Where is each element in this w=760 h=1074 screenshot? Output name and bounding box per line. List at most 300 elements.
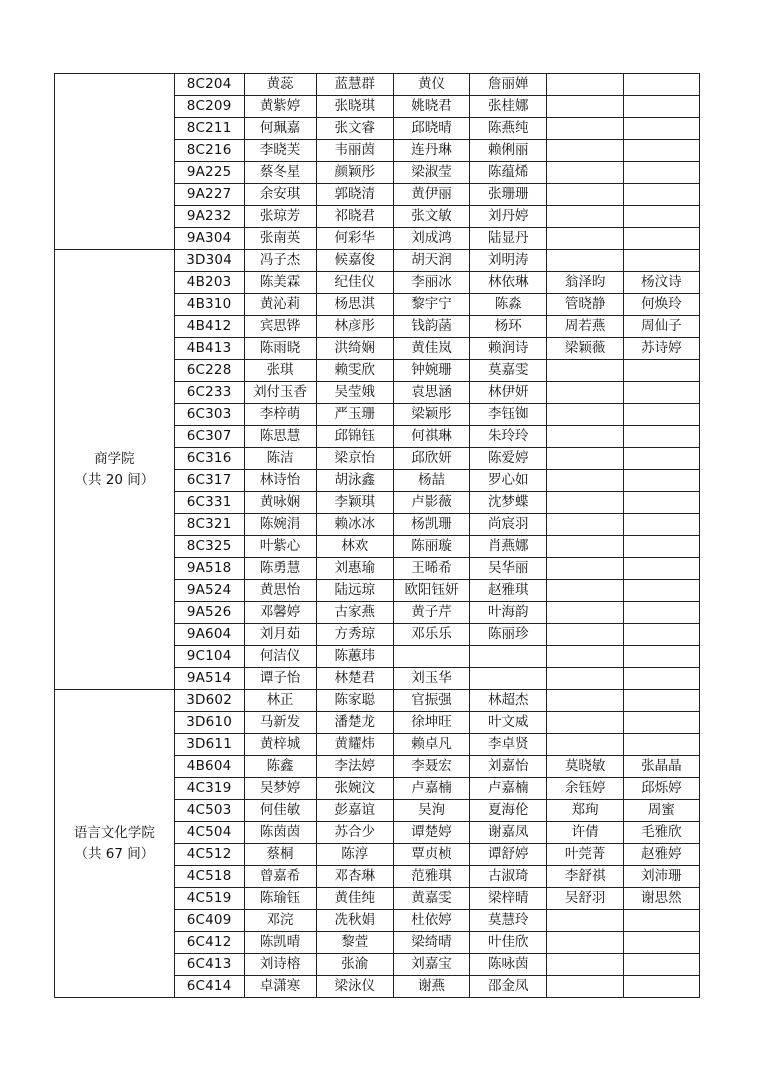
resident-name: 刘成鸿 (393, 228, 469, 250)
resident-name (547, 536, 623, 558)
resident-name: 祁晓君 (316, 206, 393, 228)
resident-name: 刘丹婷 (470, 206, 547, 228)
resident-name: 尚宸羽 (470, 514, 547, 536)
resident-name (623, 206, 699, 228)
resident-name (623, 514, 699, 536)
resident-name (547, 118, 623, 140)
resident-name: 潘楚龙 (316, 712, 393, 734)
resident-name: 胡泳鑫 (316, 470, 393, 492)
resident-name: 邓乐乐 (393, 624, 469, 646)
resident-name (623, 558, 699, 580)
resident-name: 陈洁 (244, 448, 316, 470)
resident-name: 林欢 (316, 536, 393, 558)
room-number: 9A304 (174, 228, 244, 250)
resident-name: 陈婉涓 (244, 514, 316, 536)
room-number: 9A518 (174, 558, 244, 580)
resident-name (623, 448, 699, 470)
resident-name (547, 74, 623, 96)
resident-name: 邓馨婷 (244, 602, 316, 624)
resident-name: 胡天润 (393, 250, 469, 272)
resident-name (547, 470, 623, 492)
resident-name: 余安琪 (244, 184, 316, 206)
resident-name: 莫晓敏 (547, 756, 623, 778)
resident-name: 吴舒羽 (547, 888, 623, 910)
resident-name: 余钰婷 (547, 778, 623, 800)
room-number: 3D304 (174, 250, 244, 272)
resident-name: 林诗怡 (244, 470, 316, 492)
resident-name (547, 954, 623, 976)
resident-name: 周若燕 (547, 316, 623, 338)
resident-name: 林超杰 (470, 690, 547, 712)
resident-name: 赵雅琪 (470, 580, 547, 602)
resident-name: 林依琳 (470, 272, 547, 294)
room-number: 9A526 (174, 602, 244, 624)
resident-name (547, 162, 623, 184)
room-number: 4B412 (174, 316, 244, 338)
resident-name: 陈丽璇 (393, 536, 469, 558)
resident-name: 邓浣 (244, 910, 316, 932)
resident-name (623, 668, 699, 690)
resident-name: 钟婉珊 (393, 360, 469, 382)
resident-name (393, 646, 469, 668)
resident-name (547, 624, 623, 646)
resident-name: 陈淳 (316, 844, 393, 866)
resident-name: 李舒祺 (547, 866, 623, 888)
resident-name (547, 514, 623, 536)
dormitory-roster-table (54, 73, 700, 998)
resident-name: 叶佳欣 (470, 932, 547, 954)
room-number: 3D602 (174, 690, 244, 712)
resident-name: 邱锦钰 (316, 426, 393, 448)
resident-name: 张文敏 (393, 206, 469, 228)
resident-name (623, 602, 699, 624)
resident-name: 沈梦蝶 (470, 492, 547, 514)
resident-name: 张珊珊 (470, 184, 547, 206)
resident-name (547, 360, 623, 382)
resident-name (547, 426, 623, 448)
resident-name: 许倩 (547, 822, 623, 844)
room-number: 4B310 (174, 294, 244, 316)
resident-name (623, 910, 699, 932)
resident-name: 叶海韵 (470, 602, 547, 624)
resident-name (623, 492, 699, 514)
room-number: 6C233 (174, 382, 244, 404)
resident-name: 夏海伦 (470, 800, 547, 822)
resident-name: 李钰铷 (470, 404, 547, 426)
resident-name: 杨思淇 (316, 294, 393, 316)
resident-name: 钱韵菡 (393, 316, 469, 338)
room-number: 9A232 (174, 206, 244, 228)
resident-name: 杨凯珊 (393, 514, 469, 536)
resident-name (623, 646, 699, 668)
resident-name: 张桂娜 (470, 96, 547, 118)
room-number: 4B413 (174, 338, 244, 360)
resident-name: 黄佳纯 (316, 888, 393, 910)
resident-name: 李法婷 (316, 756, 393, 778)
resident-name: 严玉珊 (316, 404, 393, 426)
resident-name (547, 448, 623, 470)
room-number: 4C519 (174, 888, 244, 910)
resident-name: 陈家聪 (316, 690, 393, 712)
room-number: 8C325 (174, 536, 244, 558)
resident-name: 何焕玲 (623, 294, 699, 316)
resident-name: 姚晓君 (393, 96, 469, 118)
resident-name (623, 360, 699, 382)
resident-name: 卢嘉楠 (393, 778, 469, 800)
resident-name: 陈爱婷 (470, 448, 547, 470)
resident-name: 梁泳仪 (316, 976, 393, 998)
resident-name: 李梓萌 (244, 404, 316, 426)
resident-name: 梁梓晴 (470, 888, 547, 910)
resident-name: 翁泽昀 (547, 272, 623, 294)
resident-name: 陈凯晴 (244, 932, 316, 954)
resident-name: 杨喆 (393, 470, 469, 492)
resident-name: 邱晓晴 (393, 118, 469, 140)
resident-name: 刘月茹 (244, 624, 316, 646)
room-number: 3D611 (174, 734, 244, 756)
college-name: 语言文化学院 (73, 824, 155, 841)
college-cell (55, 250, 175, 690)
resident-name: 张文睿 (316, 118, 393, 140)
resident-name: 赖俐丽 (470, 140, 547, 162)
resident-name: 卓潇寒 (244, 976, 316, 998)
resident-name (547, 580, 623, 602)
resident-name: 刘沛珊 (623, 866, 699, 888)
college-cell (55, 690, 175, 998)
room-number: 6C316 (174, 448, 244, 470)
resident-name: 林楚君 (316, 668, 393, 690)
resident-name: 张晶晶 (623, 756, 699, 778)
resident-name (623, 932, 699, 954)
resident-name (623, 74, 699, 96)
resident-name: 黄仪 (393, 74, 469, 96)
resident-name: 邱欣妍 (393, 448, 469, 470)
resident-name: 李晓芙 (244, 140, 316, 162)
room-number: 8C216 (174, 140, 244, 162)
resident-name (623, 118, 699, 140)
resident-name: 赖冰冰 (316, 514, 393, 536)
resident-name: 赖雯欣 (316, 360, 393, 382)
resident-name: 范雅琪 (393, 866, 469, 888)
resident-name: 冼秋娟 (316, 910, 393, 932)
resident-name: 韦丽茵 (316, 140, 393, 162)
resident-name: 苏诗婷 (623, 338, 699, 360)
resident-name: 宾思铧 (244, 316, 316, 338)
resident-name: 何祺琳 (393, 426, 469, 448)
resident-name: 刘付玉香 (244, 382, 316, 404)
resident-name (547, 690, 623, 712)
resident-name: 陈茵茵 (244, 822, 316, 844)
resident-name (547, 184, 623, 206)
room-number: 4B203 (174, 272, 244, 294)
resident-name: 陈淼 (470, 294, 547, 316)
resident-name: 刘诗榕 (244, 954, 316, 976)
resident-name (470, 668, 547, 690)
resident-name: 何洁仪 (244, 646, 316, 668)
room-number: 4C503 (174, 800, 244, 822)
resident-name: 黄咏娴 (244, 492, 316, 514)
resident-name: 卢嘉楠 (470, 778, 547, 800)
resident-name: 马新发 (244, 712, 316, 734)
resident-name: 黄耀炜 (316, 734, 393, 756)
resident-name: 詹丽婵 (470, 74, 547, 96)
room-number: 4C518 (174, 866, 244, 888)
room-number: 6C412 (174, 932, 244, 954)
resident-name (547, 602, 623, 624)
resident-name (547, 96, 623, 118)
resident-name (623, 426, 699, 448)
resident-name (547, 492, 623, 514)
resident-name (547, 646, 623, 668)
resident-name (623, 404, 699, 426)
room-number: 6C307 (174, 426, 244, 448)
room-number: 6C331 (174, 492, 244, 514)
resident-name: 林伊妍 (470, 382, 547, 404)
resident-name: 梁颖彤 (393, 404, 469, 426)
room-number: 8C204 (174, 74, 244, 96)
resident-name: 陈蕙玮 (316, 646, 393, 668)
resident-name: 李颖琪 (316, 492, 393, 514)
resident-name (547, 712, 623, 734)
resident-name (547, 206, 623, 228)
resident-name: 赖润诗 (470, 338, 547, 360)
resident-name: 彭嘉谊 (316, 800, 393, 822)
resident-name: 颜颖彤 (316, 162, 393, 184)
resident-name (623, 140, 699, 162)
resident-name: 邱烁婷 (623, 778, 699, 800)
room-number: 4B604 (174, 756, 244, 778)
resident-name: 罗心如 (470, 470, 547, 492)
resident-name: 梁京怡 (316, 448, 393, 470)
resident-name: 徐坤旺 (393, 712, 469, 734)
resident-name (623, 976, 699, 998)
resident-name: 陈咏茵 (470, 954, 547, 976)
resident-name: 陈美霖 (244, 272, 316, 294)
resident-name: 张琪 (244, 360, 316, 382)
resident-name: 卢影薇 (393, 492, 469, 514)
table-row (55, 250, 700, 272)
resident-name (547, 250, 623, 272)
resident-name: 黄嘉雯 (393, 888, 469, 910)
resident-name: 叶文威 (470, 712, 547, 734)
resident-name: 苏合少 (316, 822, 393, 844)
resident-name: 黄蕊 (244, 74, 316, 96)
resident-name: 周仙子 (623, 316, 699, 338)
resident-name: 欧阳钰妍 (393, 580, 469, 602)
resident-name (623, 382, 699, 404)
room-number: 3D610 (174, 712, 244, 734)
resident-name: 谢燕 (393, 976, 469, 998)
resident-name: 郭晓清 (316, 184, 393, 206)
resident-name: 何珮嘉 (244, 118, 316, 140)
resident-name: 袁思涵 (393, 382, 469, 404)
resident-name (623, 580, 699, 602)
resident-name (623, 624, 699, 646)
resident-name: 陈鑫 (244, 756, 316, 778)
resident-name: 洪绮娴 (316, 338, 393, 360)
room-number: 6C413 (174, 954, 244, 976)
resident-name: 王晞希 (393, 558, 469, 580)
resident-name (470, 646, 547, 668)
table-row (55, 690, 700, 712)
resident-name: 刘惠瑜 (316, 558, 393, 580)
resident-name: 管晓静 (547, 294, 623, 316)
resident-name: 张晓琪 (316, 96, 393, 118)
resident-name (547, 976, 623, 998)
room-number: 9A524 (174, 580, 244, 602)
room-number: 8C211 (174, 118, 244, 140)
resident-name: 吴华丽 (470, 558, 547, 580)
room-number: 8C209 (174, 96, 244, 118)
resident-name (547, 404, 623, 426)
resident-name: 李聂宏 (393, 756, 469, 778)
college-room-count: （共 20 间） (74, 471, 155, 488)
resident-name: 叶莞菁 (547, 844, 623, 866)
resident-name: 陆显丹 (470, 228, 547, 250)
resident-name: 朱玲玲 (470, 426, 547, 448)
room-number: 4C319 (174, 778, 244, 800)
resident-name: 邓杏琳 (316, 866, 393, 888)
resident-name (547, 932, 623, 954)
resident-name: 叶紫心 (244, 536, 316, 558)
resident-name: 蔡冬星 (244, 162, 316, 184)
room-number: 6C228 (174, 360, 244, 382)
resident-name: 方秀琼 (316, 624, 393, 646)
resident-name (623, 250, 699, 272)
resident-name: 梁淑莹 (393, 162, 469, 184)
resident-name (623, 96, 699, 118)
resident-name (623, 712, 699, 734)
resident-name: 黄子芹 (393, 602, 469, 624)
room-number: 9A514 (174, 668, 244, 690)
resident-name (623, 734, 699, 756)
college-room-count: （共 67 间） (74, 845, 155, 862)
resident-name: 古淑琦 (470, 866, 547, 888)
resident-name: 刘明涛 (470, 250, 547, 272)
resident-name: 肖燕娜 (470, 536, 547, 558)
resident-name: 纪佳仪 (316, 272, 393, 294)
resident-name: 覃贞桢 (393, 844, 469, 866)
resident-name: 曾嘉希 (244, 866, 316, 888)
resident-name: 杨汶诗 (623, 272, 699, 294)
room-number: 9A227 (174, 184, 244, 206)
resident-name: 黄佳岚 (393, 338, 469, 360)
resident-name: 张婉汶 (316, 778, 393, 800)
resident-name: 吴洵 (393, 800, 469, 822)
resident-name: 刘玉华 (393, 668, 469, 690)
resident-name (547, 140, 623, 162)
resident-name: 陈蕴烯 (470, 162, 547, 184)
room-number: 6C303 (174, 404, 244, 426)
resident-name: 陈丽珍 (470, 624, 547, 646)
resident-name: 黄沁莉 (244, 294, 316, 316)
room-number: 8C321 (174, 514, 244, 536)
resident-name: 谭子怡 (244, 668, 316, 690)
resident-name: 黄紫婷 (244, 96, 316, 118)
resident-name: 杜依婷 (393, 910, 469, 932)
resident-name: 官振强 (393, 690, 469, 712)
resident-name (547, 668, 623, 690)
resident-name: 莫嘉雯 (470, 360, 547, 382)
resident-name: 何彩华 (316, 228, 393, 250)
resident-name: 林彦彤 (316, 316, 393, 338)
resident-name: 陈燕纯 (470, 118, 547, 140)
resident-name: 连丹琳 (393, 140, 469, 162)
resident-name (547, 558, 623, 580)
resident-name: 陆远琼 (316, 580, 393, 602)
room-number: 4C512 (174, 844, 244, 866)
resident-name: 陈思慧 (244, 426, 316, 448)
resident-name: 李丽冰 (393, 272, 469, 294)
resident-name: 赖卓凡 (393, 734, 469, 756)
resident-name: 张南英 (244, 228, 316, 250)
resident-name: 张渝 (316, 954, 393, 976)
resident-name: 黎宇宁 (393, 294, 469, 316)
roster-body (55, 74, 700, 998)
resident-name: 吴梦婷 (244, 778, 316, 800)
table-row (55, 74, 700, 96)
resident-name (623, 470, 699, 492)
room-number: 6C409 (174, 910, 244, 932)
room-number: 9A604 (174, 624, 244, 646)
resident-name (547, 228, 623, 250)
resident-name: 黄梓城 (244, 734, 316, 756)
room-number: 6C414 (174, 976, 244, 998)
resident-name: 刘嘉宝 (393, 954, 469, 976)
resident-name (623, 162, 699, 184)
college-cell (55, 74, 175, 250)
resident-name: 黄伊丽 (393, 184, 469, 206)
resident-name: 陈雨晓 (244, 338, 316, 360)
resident-name: 张琼芳 (244, 206, 316, 228)
resident-name (623, 536, 699, 558)
resident-name (547, 382, 623, 404)
resident-name: 蔡桐 (244, 844, 316, 866)
resident-name: 杨环 (470, 316, 547, 338)
resident-name: 梁颖薇 (547, 338, 623, 360)
resident-name: 陈瑜钰 (244, 888, 316, 910)
resident-name: 黄思怡 (244, 580, 316, 602)
resident-name (623, 184, 699, 206)
resident-name (623, 228, 699, 250)
resident-name: 候嘉俊 (316, 250, 393, 272)
resident-name (623, 690, 699, 712)
resident-name: 吴莹娥 (316, 382, 393, 404)
resident-name (623, 954, 699, 976)
room-number: 9A225 (174, 162, 244, 184)
resident-name: 李卓贤 (470, 734, 547, 756)
resident-name: 林正 (244, 690, 316, 712)
resident-name (547, 910, 623, 932)
resident-name: 谢思然 (623, 888, 699, 910)
room-number: 9C104 (174, 646, 244, 668)
resident-name: 郑珣 (547, 800, 623, 822)
resident-name: 莫慧玲 (470, 910, 547, 932)
room-number: 6C317 (174, 470, 244, 492)
resident-name: 黎萱 (316, 932, 393, 954)
resident-name: 周蜜 (623, 800, 699, 822)
resident-name: 冯子杰 (244, 250, 316, 272)
resident-name: 谢嘉凤 (470, 822, 547, 844)
college-name: 商学院 (94, 450, 135, 467)
resident-name: 梁绮晴 (393, 932, 469, 954)
resident-name: 蓝慧群 (316, 74, 393, 96)
room-number: 4C504 (174, 822, 244, 844)
resident-name: 刘嘉怡 (470, 756, 547, 778)
resident-name: 赵雅婷 (623, 844, 699, 866)
resident-name: 何佳敏 (244, 800, 316, 822)
resident-name: 谭楚婷 (393, 822, 469, 844)
